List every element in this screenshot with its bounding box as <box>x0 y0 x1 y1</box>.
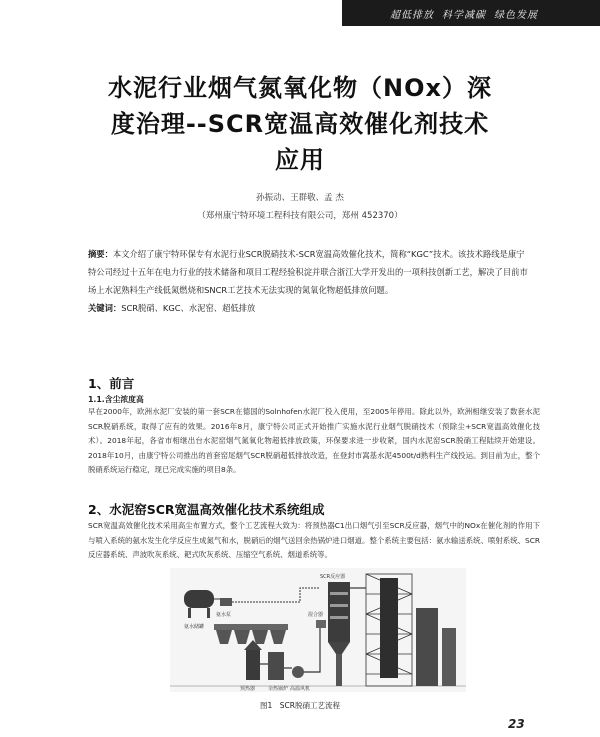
ammonia-pump <box>216 598 232 618</box>
high-temp-fan <box>290 666 310 692</box>
journal-banner <box>342 0 600 26</box>
label-mixer: 混合器 <box>308 612 324 618</box>
abstract-label: 摘要： <box>88 249 113 259</box>
section-heading: 1、前言 <box>88 376 135 391</box>
scr-reactor <box>320 573 350 686</box>
section-paragraph: SCR宽温高效催化技术采用高尘布置方式，整个工艺流程大致为：将预热器C1出口烟气引至SCR反应器，烟气中的NOx在催化剂的作用下与喷入系统的氨水发生化学反应生成氮气和水，脱硝后的烟气送回余热锅炉进口烟道。整个系统主要包括：氨水输送系统、喷射系统、SCR反应器系统、声波吹灰系统、耙式吹灰系统、压缩空气系统、烟道系统等。 <box>88 521 540 560</box>
section-heading: 2、水泥窑SCR宽温高效催化技术系统组成 <box>88 502 325 517</box>
keywords-text: SCR脱硝、KGC、水泥窑、超低排放 <box>121 303 256 313</box>
label-scr-reactor: SCR反应器 <box>320 574 346 580</box>
label-ammonia-tank: 氨水储罐 <box>184 624 205 630</box>
waste-heat-boiler <box>268 652 288 692</box>
dust-hoppers <box>214 624 288 644</box>
banner-tag: 超低排放 <box>390 9 434 21</box>
banner-tag: 科学减碳 <box>442 9 486 21</box>
mixer <box>308 611 326 628</box>
label-boiler: 余热锅炉 <box>268 686 289 692</box>
label-fan: 高温风机 <box>290 686 311 692</box>
ammonia-tank <box>184 590 214 630</box>
section-paragraph: 早在2000年，欧洲水泥厂安装的第一套SCR在德国的Solnhofen水泥厂投入使用，至2005年停用。除此以外，欧洲相继安装了数套水泥SCR脱硝系统，取得了应有的效果。2016年8月，康宁特公司正式开始推广实施水泥行业烟气脱硝技术（预除尘+SCR宽温高效催化技术）。2018年起，各省市相继出台水泥窑烟气氮氧化物超低排放政策，环保要求进一步收紧，国内水泥窑SCR脱硝工程陆续开始建设。2018年10月，由康宁特公司推出的首套窑尾烟气SCR脱硝超低排放改造，在登封市嵩基水泥4500t/d熟料生产线投运。到目前为止，整个脱硝系统运行稳定，现已完成实施的项目8条。 <box>88 407 540 475</box>
title-line: 水泥行业烟气氮氧化物（NOx）深 <box>108 74 492 102</box>
process-flow-diagram <box>170 568 466 692</box>
label-preheater: 预热器 <box>240 686 256 692</box>
process-flow-figure <box>170 568 466 692</box>
affiliation: （郑州康宁特环境工程科技有限公司，郑州 452370） <box>197 211 403 221</box>
steel-tower <box>366 574 456 686</box>
banner-tag: 绿色发展 <box>494 9 538 21</box>
title-line: 应用 <box>275 146 325 174</box>
page-number: 23 <box>508 717 525 731</box>
keywords <box>88 302 530 314</box>
title-line: 度治理--SCR宽温高效催化剂技术 <box>110 110 490 138</box>
figure-caption: 图1 SCR脱硝工艺流程 <box>260 701 340 710</box>
abstract-text: 本文介绍了康宁特环保专有水泥行业SCR脱硝技术-SCR宽温高效催化技术，简称“KGC”技术。该技术路线是康宁特公司经过十五年在电力行业的技术储备和项目工程经验积淀并联合浙江大学开发出的一项科技创新工艺，解决了目前市场上水泥熟料生产线低氮燃烧和SNCR工艺技术无法实现的氮氧化物超低排放问题。 <box>88 249 528 295</box>
preheater-tower <box>240 640 262 692</box>
article-title <box>55 70 545 178</box>
abstract <box>88 245 530 299</box>
label-pump: 氨水泵 <box>216 612 232 618</box>
subsection-heading: 1.1.含尘浓度高 <box>88 395 144 404</box>
authors: 孙振动、王群敬、孟 杰 <box>256 193 344 203</box>
keywords-label: 关键词： <box>88 303 122 313</box>
